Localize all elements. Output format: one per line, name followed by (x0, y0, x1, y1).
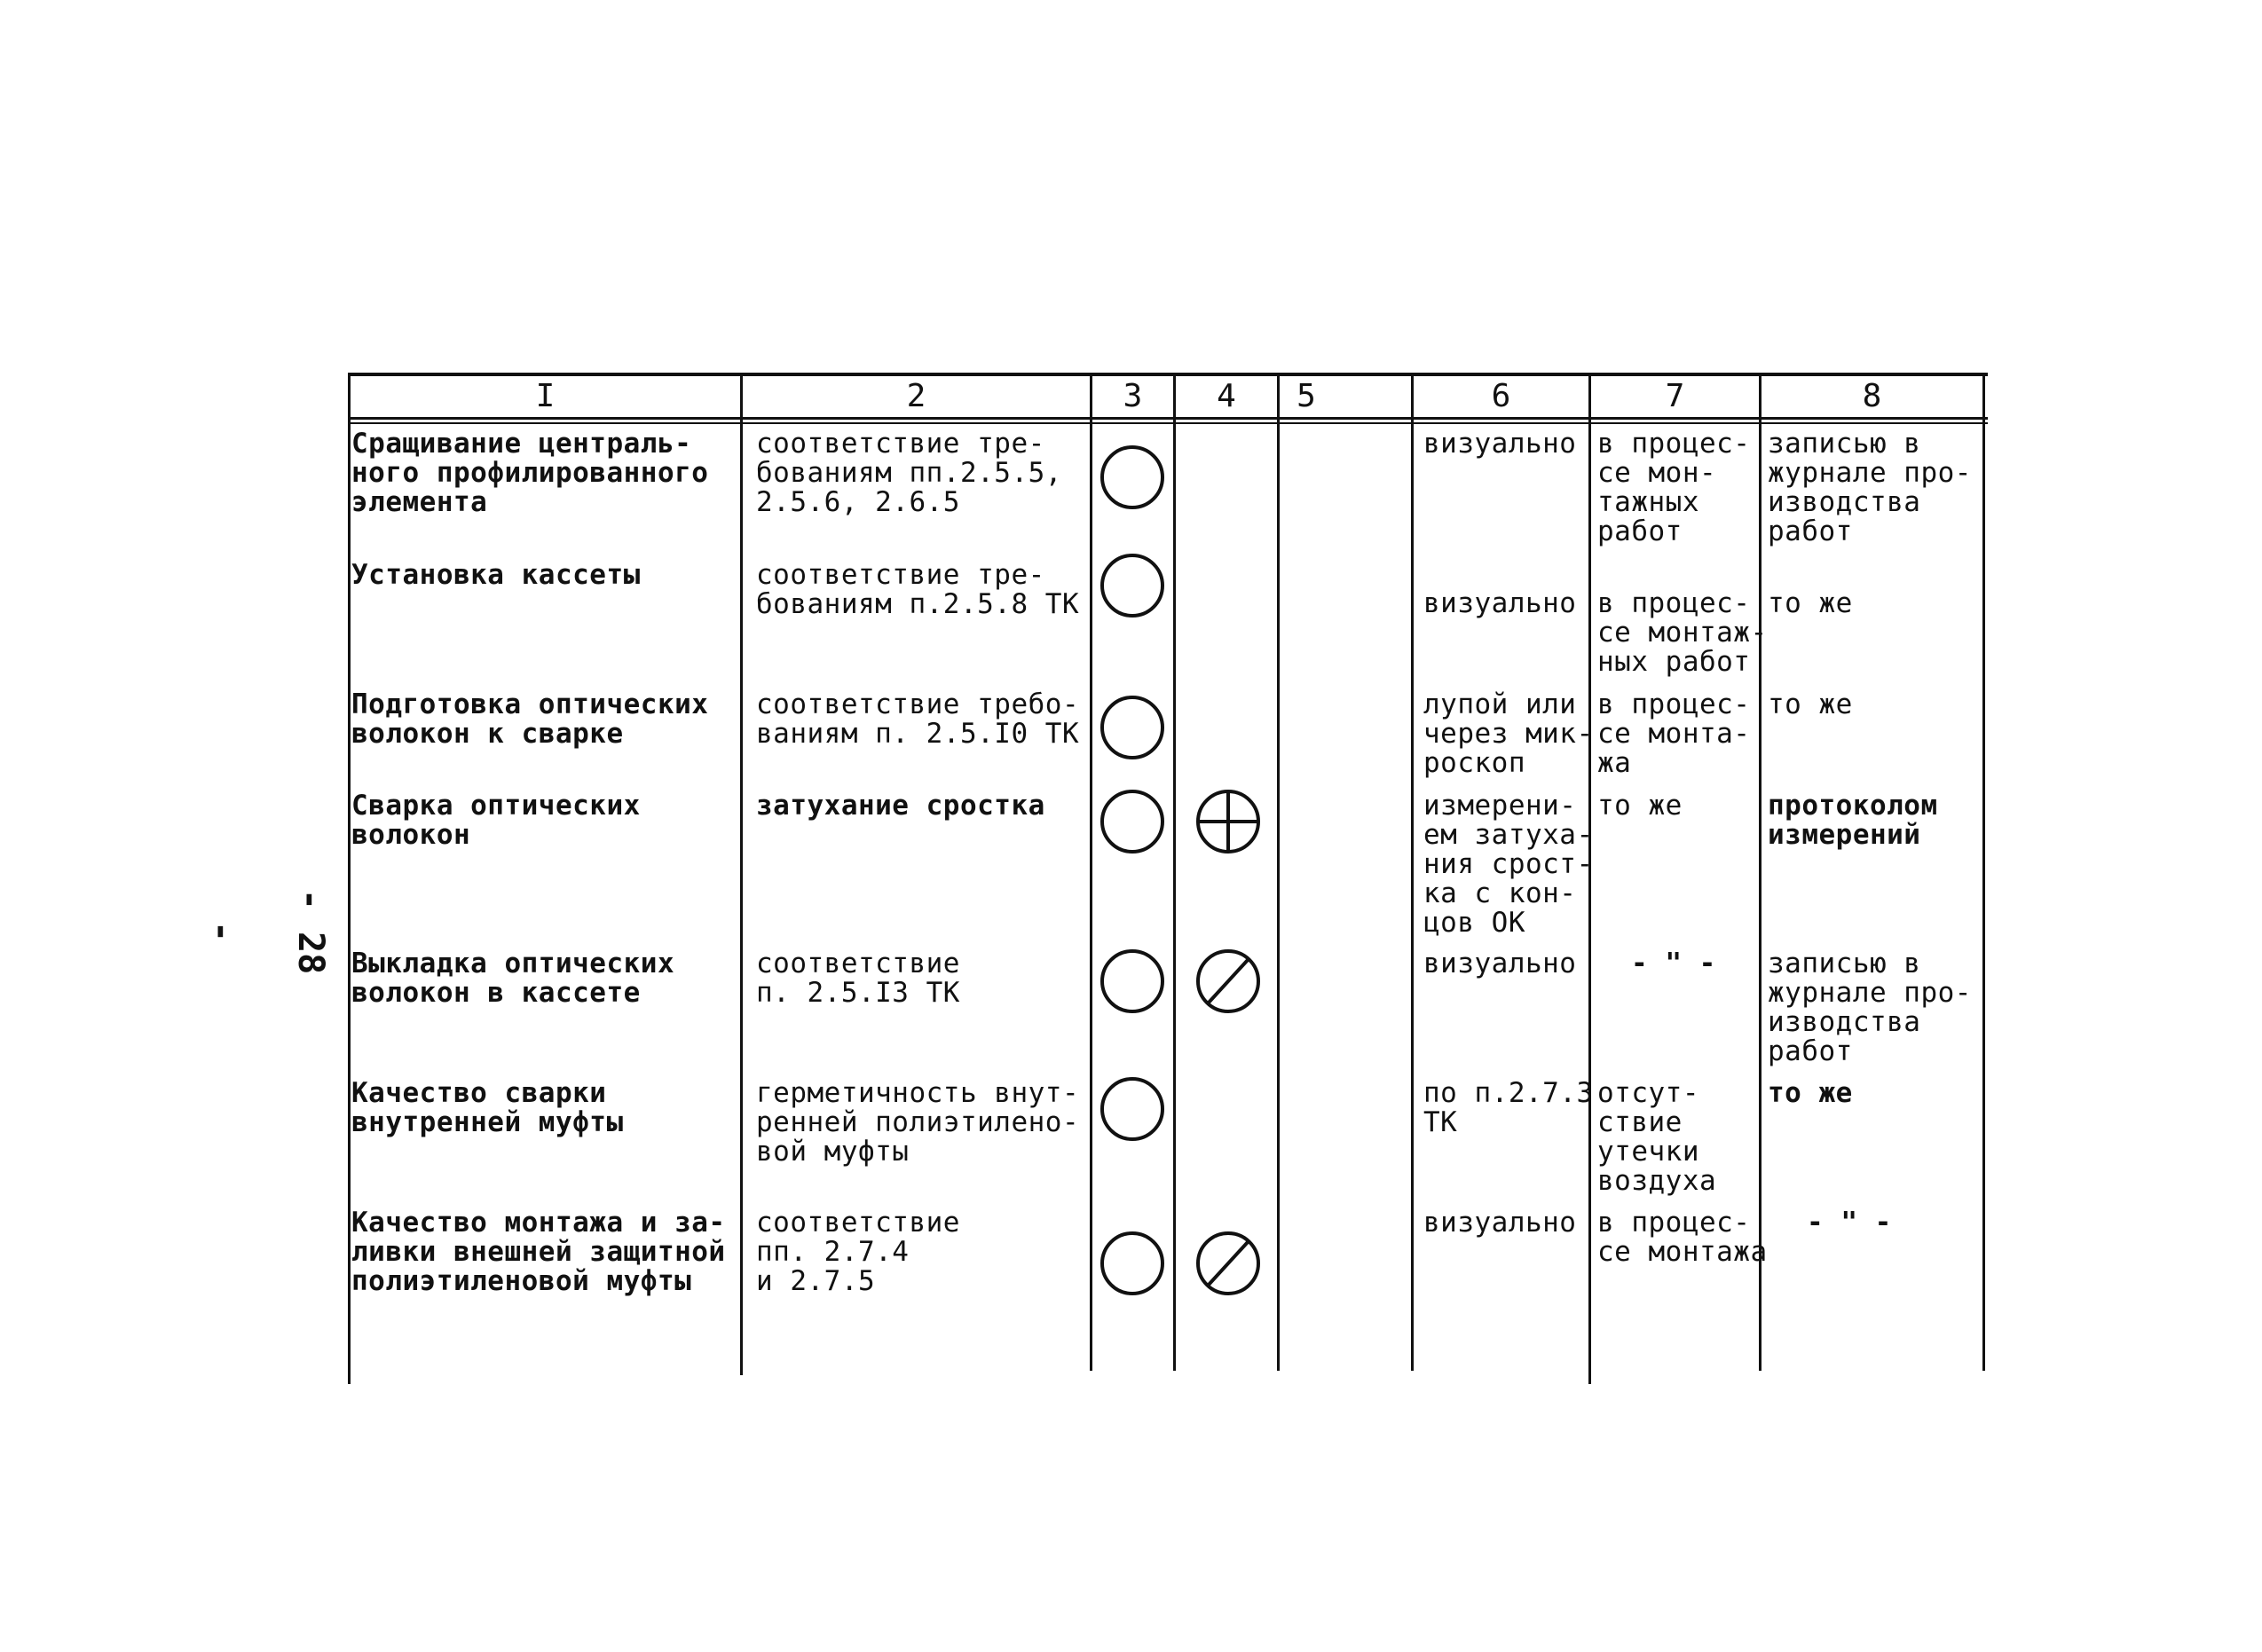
row-method: измерени- ем затуха- ния срост- ка с кон- цов ОК (1423, 790, 1594, 939)
header-divider (348, 417, 1988, 420)
column-header-4: 4 (1217, 378, 1236, 414)
row-record: записью в журнале про- изводства работ (1768, 428, 1972, 547)
row-operation: Сварка оптических волокон (351, 790, 641, 851)
row-method: по п.2.7.3 ТК (1423, 1077, 1594, 1138)
circle-icon (1099, 444, 1166, 511)
row-control-subject: соответствие тре- бованиям пп.2.5.5, 2.5.6, 2.6.5 (756, 428, 1062, 518)
col-line-3 (1173, 373, 1176, 1371)
column-header-2: 2 (906, 378, 926, 414)
row-control-subject: затухание сростка (756, 790, 1045, 822)
col-line-5 (1411, 373, 1414, 1371)
column-header-5: 5 (1297, 378, 1316, 414)
column-header-1: I (535, 378, 556, 414)
row-operation: Подготовка оптических волокон к сварке (351, 688, 709, 750)
row-method: визуально (1423, 428, 1577, 460)
circle-slash-icon (1194, 1230, 1262, 1297)
row-operation: Выкладка оптических волокон в кассете (351, 948, 675, 1009)
page-number: - 28 - (201, 888, 331, 975)
row-method: визуально (1423, 587, 1577, 619)
row-method: визуально (1423, 1207, 1577, 1239)
row-timing: в процес- се монтажа (1597, 1207, 1768, 1268)
row-timing: - " - (1631, 948, 1716, 979)
circle-slash-icon (1194, 948, 1262, 1015)
row-timing: в процес- се монтаж- ных работ (1597, 587, 1768, 678)
col-line-4 (1277, 373, 1280, 1371)
row-control-subject: соответствие пп. 2.7.4 и 2.7.5 (756, 1207, 960, 1297)
col-line-8 (1982, 373, 1985, 1371)
row-timing: в процес- се мон- тажных работ (1597, 428, 1751, 547)
column-header-8: 8 (1862, 378, 1882, 414)
column-header-7: 7 (1665, 378, 1685, 414)
row-record: то же (1768, 1077, 1853, 1109)
circle-cross-icon (1194, 788, 1262, 855)
circle-icon (1099, 694, 1166, 761)
row-method: визуально (1423, 948, 1577, 979)
row-record: то же (1768, 587, 1853, 619)
row-operation: Установка кассеты (351, 559, 641, 591)
circle-icon (1099, 948, 1166, 1015)
col-line-1 (740, 373, 743, 1375)
column-header-6: 6 (1491, 378, 1511, 414)
circle-icon (1099, 1230, 1166, 1297)
row-method: лупой или через мик- роскоп (1423, 688, 1594, 779)
row-control-subject: герметичность внут- ренней полиэтилено- вой муфты (756, 1077, 1080, 1168)
col-line-0 (348, 373, 351, 1384)
row-record: то же (1768, 688, 1853, 720)
circle-icon (1099, 1075, 1166, 1143)
row-control-subject: соответствие п. 2.5.I3 ТК (756, 948, 960, 1009)
row-record: записью в журнале про- изводства работ (1768, 948, 1972, 1067)
row-record: протоколом измерений (1768, 790, 1938, 851)
row-control-subject: соответствие тре- бованиям п.2.5.8 ТК (756, 559, 1080, 620)
circle-icon (1099, 788, 1166, 855)
row-timing: то же (1597, 790, 1683, 822)
column-header-3: 3 (1123, 378, 1143, 414)
circle-icon (1099, 552, 1166, 619)
row-timing: отсут- ствие утечки воздуха (1597, 1077, 1717, 1197)
row-operation: Качество сварки внутренней муфты (351, 1077, 624, 1138)
row-timing: в процес- се монта- жа (1597, 688, 1751, 779)
row-operation: Качество монтажа и за- ливки внешней защитной полиэтиленовой муфты (351, 1207, 726, 1297)
col-line-2 (1090, 373, 1092, 1371)
row-record: - " - (1807, 1207, 1892, 1239)
header-divider-double (348, 422, 1988, 424)
row-control-subject: соответствие требо- ваниям п. 2.5.I0 ТК (756, 688, 1080, 750)
row-operation: Сращивание централь- ного профилированного элемента (351, 428, 709, 518)
